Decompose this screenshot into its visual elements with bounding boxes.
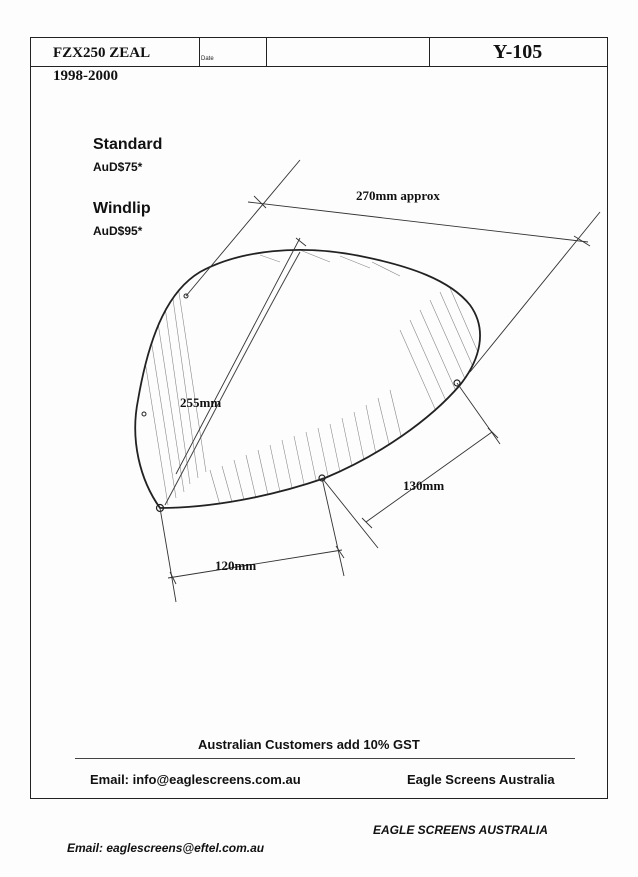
mount-hole-left	[142, 412, 146, 416]
option-standard-price: AuD$75*	[93, 160, 143, 174]
dimension-top-width: 270mm approx	[356, 188, 440, 203]
center-line	[165, 252, 300, 505]
dimension-height: 255mm	[180, 395, 222, 410]
company-name: Eagle Screens Australia	[407, 772, 555, 787]
option-standard-name: Standard	[93, 136, 163, 153]
bottom-contact-email[interactable]: Email: eaglescreens@eftel.com.au	[67, 841, 265, 855]
gst-note: Australian Customers add 10% GST	[198, 737, 420, 752]
date-label: Date	[201, 56, 214, 62]
dimension-lines	[160, 160, 600, 602]
dimension-bottom: 120mm	[215, 558, 257, 573]
model-years: 1998-2000	[53, 68, 118, 84]
model-name: FZX250 ZEAL	[53, 45, 151, 61]
windscreen-outline	[135, 250, 480, 508]
dimension-side: 130mm	[403, 478, 445, 493]
option-windlip-name: Windlip	[93, 200, 151, 217]
contact-email[interactable]: Email: info@eaglescreens.com.au	[90, 772, 301, 787]
hatching	[140, 250, 484, 505]
footer-divider	[75, 758, 575, 759]
bottom-company-name: EAGLE SCREENS AUSTRALIA	[373, 823, 548, 837]
product-code: Y-105	[493, 41, 543, 63]
option-windlip-price: AuD$95*	[93, 224, 143, 238]
